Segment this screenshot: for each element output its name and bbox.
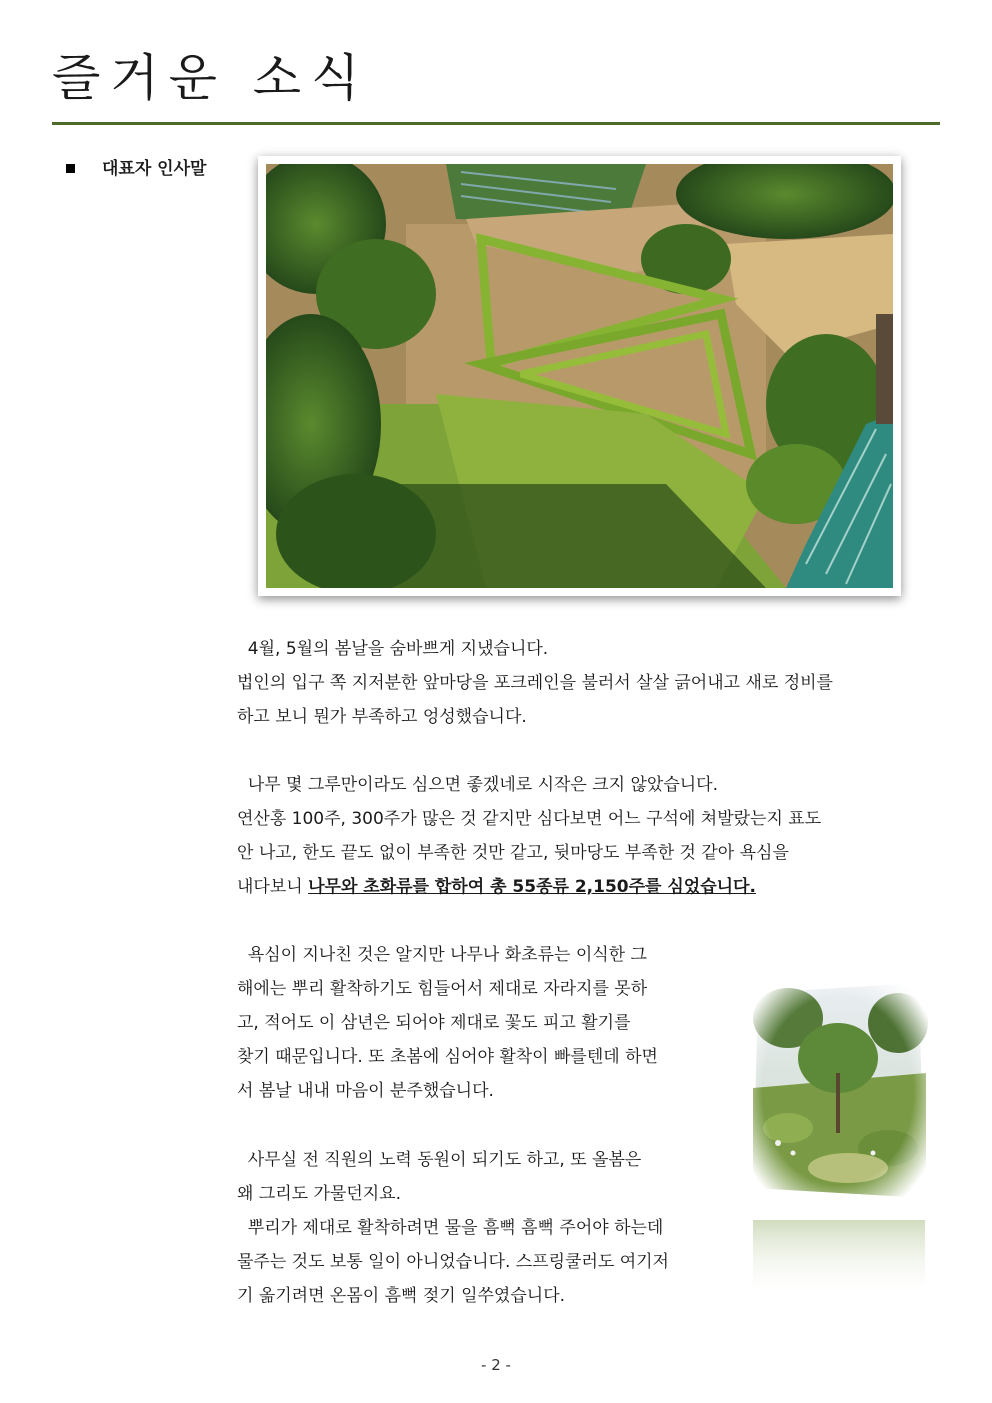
text-line: 나무 몇 그루만이라도 심으면 좋겠네로 시작은 크지 않았습니다. xyxy=(237,775,719,795)
page-number: - 2 - xyxy=(481,1356,511,1374)
bullet-square-icon xyxy=(66,164,75,173)
garden-aerial-photo xyxy=(258,156,901,596)
paragraph-planting xyxy=(237,768,929,904)
section-label: 대표자 인사말 xyxy=(102,159,207,179)
text-line: 왜 그리도 가물던지요. xyxy=(237,1184,402,1204)
text-line: 찾기 때문입니다. 또 초봄에 심어야 활착이 빠를텐데 하면 xyxy=(237,1047,658,1067)
paragraph-watering xyxy=(237,1143,727,1313)
text-line: 욕심이 지나친 것은 알지만 나무나 화초류는 이식한 그 xyxy=(237,945,647,965)
text-prefix: 내다보니 xyxy=(237,877,309,897)
text-line: 기 옮기려면 온몸이 흠뻑 젖기 일쑤였습니다. xyxy=(237,1286,566,1306)
paragraph-greed xyxy=(237,938,727,1108)
text-line: 물주는 것도 보통 일이 아니었습니다. 스프링쿨러도 여기저 xyxy=(237,1252,669,1272)
text-line: 연산홍 100주, 300주가 많은 것 같지만 심다보면 어느 구석에 쳐발랐는지 표도 xyxy=(237,809,822,829)
text-line: 뿌리가 제대로 활착하려면 물을 흠뻑 흠뻑 주어야 하는데 xyxy=(237,1218,664,1238)
text-line: 서 봄날 내내 마음이 분주했습니다. xyxy=(237,1081,494,1101)
young-trees-photo xyxy=(748,978,928,1203)
page-title: 즐거운 소식 xyxy=(52,49,370,107)
text-line: 해에는 뿌리 활착하기도 힘들어서 제대로 자라지를 못하 xyxy=(237,979,648,999)
garden-aerial-illustration xyxy=(266,164,893,588)
young-trees-reflection xyxy=(748,1220,928,1300)
text-line: 안 나고, 한도 끝도 없이 부족한 것만 같고, 뒷마당도 부족한 것 같아 욕심을 xyxy=(237,843,789,863)
text-line xyxy=(237,870,929,904)
text-line: 사무실 전 직원의 노력 동원이 되기도 하고, 또 올봄은 xyxy=(237,1150,642,1170)
title-divider xyxy=(52,122,940,125)
text-line: 법인의 입구 쪽 지저분한 앞마당을 포크레인을 불러서 살살 긁어내고 새로 정비를 xyxy=(237,673,833,693)
paragraph-intro xyxy=(237,632,929,734)
text-line: 고, 적어도 이 삼년은 되어야 제대로 꽃도 피고 활기를 xyxy=(237,1013,631,1033)
emphasis-text: 나무와 초화류를 합하여 총 55종류 2,150주를 심었습니다. xyxy=(308,877,756,897)
text-line: 하고 보니 뭔가 부족하고 엉성했습니다. xyxy=(237,707,527,727)
text-line: 4월, 5월의 봄날을 숨바쁘게 지냈습니다. xyxy=(237,639,549,659)
